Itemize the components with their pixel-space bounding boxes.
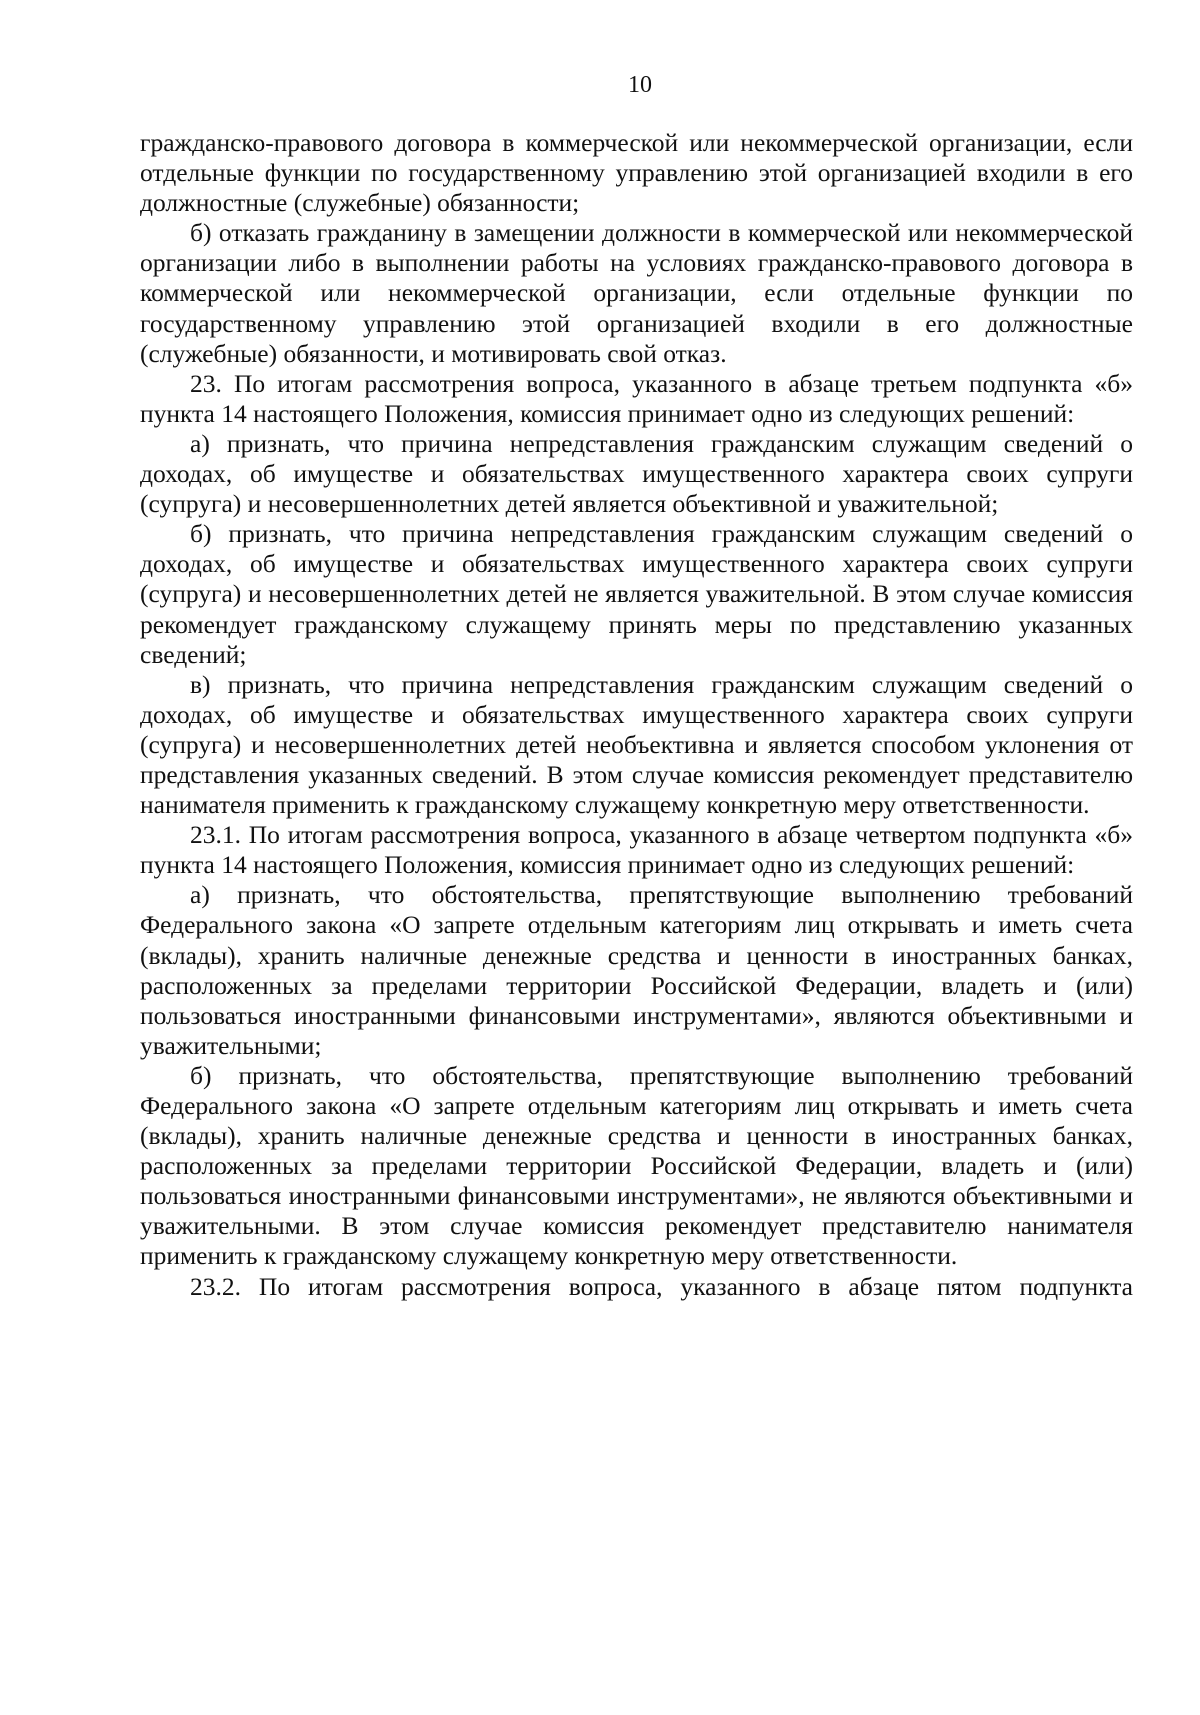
paragraph-continuation: гражданско-правового договора в коммерческой или некоммерческой организации, если отдельные функции по государственному управлению этой организацией входили в его должностные (служебные) обязанности; xyxy=(140,128,1133,218)
paragraph-23a: а) признать, что причина непредставления гражданским служащим сведений о доходах, об имуществе и обязательствах имущественного характера своих супруги (супруга) и несовершеннолетних детей является объективной и уважительной; xyxy=(140,428,1133,519)
paragraph-23-1a: а) признать, что обстоятельства, препятствующие выполнению требований Федерального закона «О запрете отдельным категориям лиц открывать и иметь счета (вклады), хранить наличные денежные средства и ценности в иностранных банках, расположенных за пределами территории Российской Федерации, владеть и (или) пользоваться иностранными финансовыми инструментами», являются объективными и уважительными; xyxy=(140,880,1133,1060)
paragraph-23-1b: б) признать, что обстоятельства, препятствующие выполнению требований Федерального закона «О запрете отдельным категориям лиц открывать и иметь счета (вклады), хранить наличные денежные средства и ценности в иностранных банках, расположенных за пределами территории Российской Федерации, владеть и (или) пользоваться иностранными финансовыми инструментами», не являются объективными и уважительными. В этом случае комиссия рекомендует представителю нанимателя применить к гражданскому служащему конкретную меру ответственности. xyxy=(140,1060,1133,1271)
paragraph-23: 23. По итогам рассмотрения вопроса, указанного в абзаце третьем подпункта «б» пункта 14 настоящего Положения, комиссия принимает одно из следующих решений: xyxy=(140,368,1133,428)
document-body xyxy=(140,128,1133,1302)
paragraph-22b: б) отказать гражданину в замещении должности в коммерческой или некоммерческой организации либо в выполнении работы на условиях гражданско-правового договора в коммерческой или некоммерческой организации, если отдельные функции по государственному управлению этой организацией входили в его должностные (служебные) обязанности, и мотивировать свой отказ. xyxy=(140,218,1133,368)
paragraph-23-1: 23.1. По итогам рассмотрения вопроса, указанного в абзаце четвертом подпункта «б» пункта 14 настоящего Положения, комиссия принимает одно из следующих решений: xyxy=(140,820,1133,880)
page-number: 10 xyxy=(628,72,652,98)
paragraph-23-2: 23.2. По итогам рассмотрения вопроса, указанного в абзаце пятом подпункта xyxy=(190,1271,1133,1301)
paragraph-23v: в) признать, что причина непредставления гражданским служащим сведений о доходах, об имуществе и обязательствах имущественного характера своих супруги (супруга) и несовершеннолетних детей необъективна и является способом уклонения от представления указанных сведений. В этом случае комиссия рекомендует представителю нанимателя применить к гражданскому служащему конкретную меру ответственности. xyxy=(140,669,1133,820)
paragraph-23b: б) признать, что причина непредставления гражданским служащим сведений о доходах, об имуществе и обязательствах имущественного характера своих супруги (супруга) и несовершеннолетних детей не является уважительной. В этом случае комиссия рекомендует гражданскому служащему принять меры по представлению указанных сведений; xyxy=(140,519,1133,669)
